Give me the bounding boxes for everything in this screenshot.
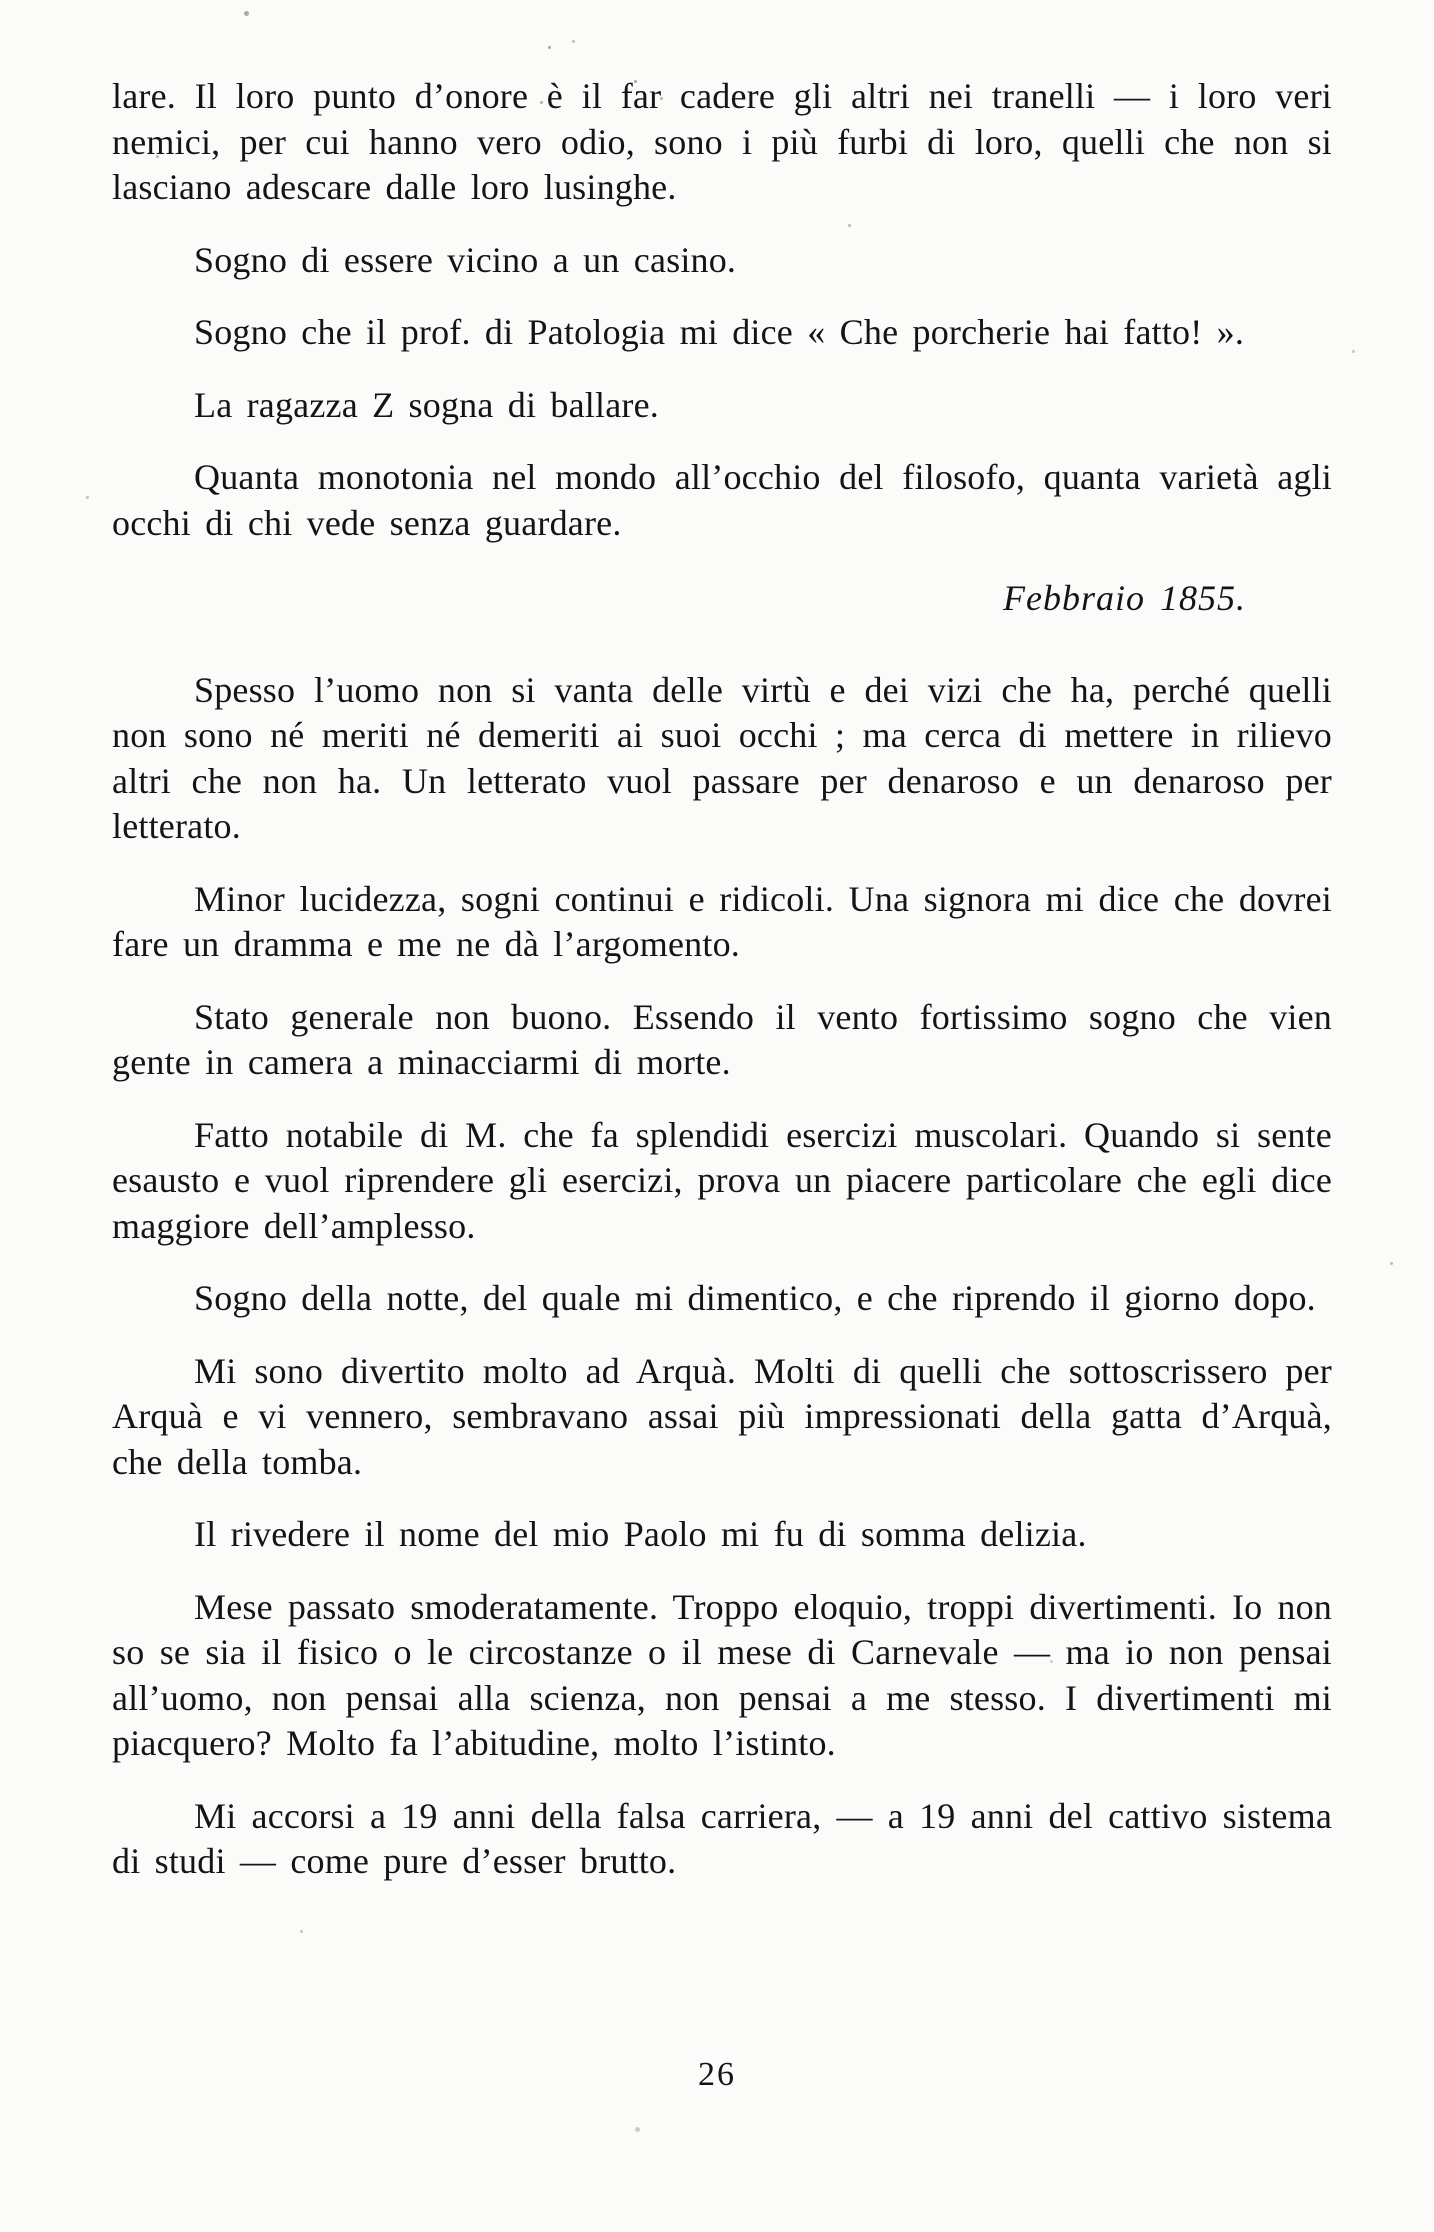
paragraph: Spesso l’uomo non si vanta delle virtù e dei vizi che ha, perché quelli non sono né meriti né demeriti ai suoi occhi ; ma cerca di mettere in rilievo altri che non ha. Un letterato vuol passare per denaroso e un denaroso per letterato. [112,669,1332,846]
paragraph: Stato generale non buono. Essendo il vento fortissimo sogno che vien gente in camera a minacciarmi di morte. [112,996,1332,1082]
paragraph: Mi sono divertito molto ad Arquà. Molti di quelli che sottoscrissero per Arquà e vi vennero, sembravano assai più impressionati della gatta d’Arquà, che della tomba. [112,1350,1332,1482]
date-heading: Febbraio 1855. [1002,578,1246,618]
paragraph: Sogno che il prof. di Patologia mi dice « Che porcherie hai fatto! ». [194,312,1245,352]
paragraph: Quanta monotonia nel mondo all’occhio del filosofo, quanta varietà agli occhi di chi vede senza guardare. [112,457,1332,543]
paragraph: La ragazza Z sogna di ballare. [194,384,659,425]
paragraph: Mi accorsi a 19 anni della falsa carriera, — a 19 anni del cattivo sistema di studi — come pure d’esser brutto. [112,1795,1332,1881]
paragraphs-before-date [112,74,1332,546]
paragraph: Sogno della notte, del quale mi dimentico, e che riprendo il giorno dopo. [194,1278,1316,1318]
text-block [112,74,1332,1912]
scan-speckles [0,0,3,3]
paragraph: lare. Il loro punto d’onore è il far cadere gli altri nei tranelli — i loro veri nemici, per cui hanno vero odio, sono i più furbi di loro, quelli che non si lasciano adescare dalle loro lusinghe. [112,76,1332,207]
page-number: 26 [698,2056,736,2093]
paragraph: Minor lucidezza, sogni continui e ridicoli. Una signora mi dice che dovrei fare un dramma e me ne dà l’argomento. [112,878,1332,964]
paragraph: Il rivedere il nome del mio Paolo mi fu di somma delizia. [194,1514,1087,1554]
paragraph: Sogno di essere vicino a un casino. [194,239,737,280]
paragraph: Fatto notabile di M. che fa splendidi esercizi muscolari. Quando si sente esausto e vuol riprendere gli esercizi, prova un piacere particolare che egli dice maggiore dell’amplesso. [112,1114,1332,1246]
paragraph: Mese passato smoderatamente. Troppo eloquio, troppi divertimenti. Io non so se sia il fisico o le circostanze o il mese di Carnevale — ma io non pensai all’uomo, non pensai alla scienza, non pensai a me stesso. I divertimenti mi piacquero? Molto fa l’abitudine, molto l’istinto. [112,1586,1332,1763]
paragraphs-after-date [112,668,1332,1885]
